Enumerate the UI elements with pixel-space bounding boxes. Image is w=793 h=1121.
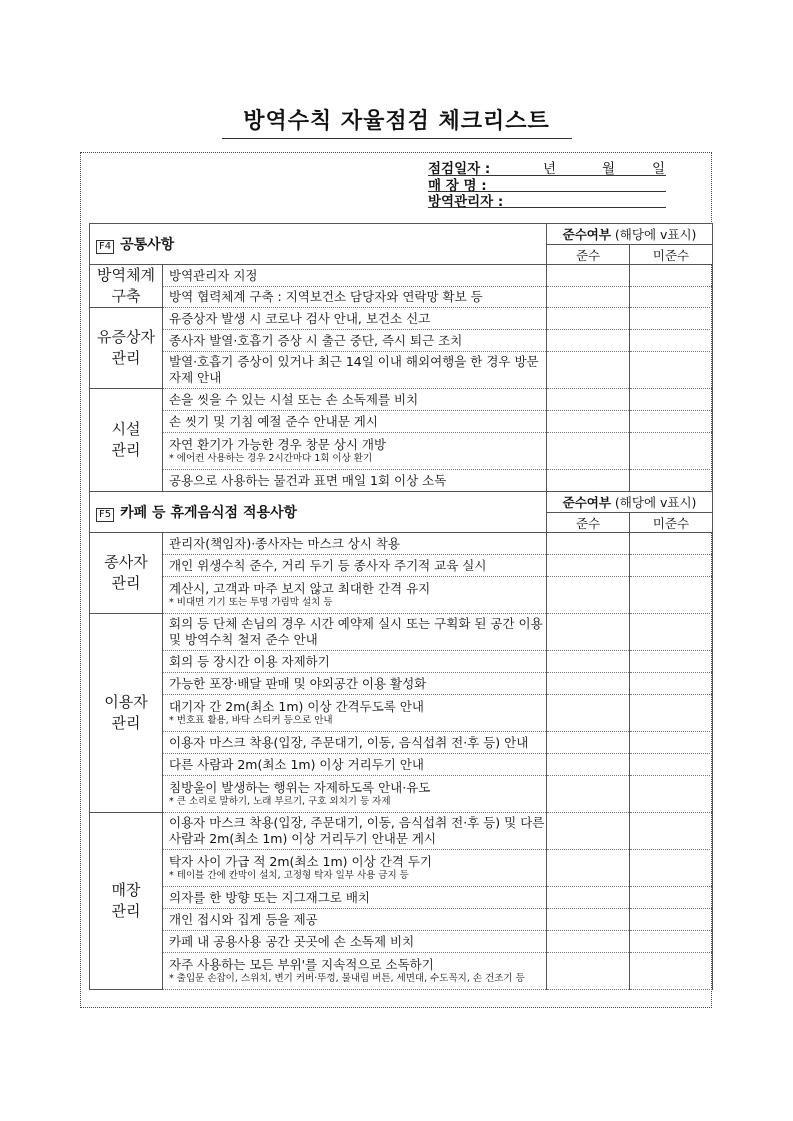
comply-checkbox-cell[interactable] <box>547 389 630 411</box>
noncomply-checkbox-cell[interactable] <box>630 433 713 470</box>
table-row <box>90 308 713 330</box>
item-text: 개인 위생수칙 준수, 거리 두기 등 종사자 주기적 교육 실시 <box>169 557 487 573</box>
category-label: 유증상자 <box>97 328 155 346</box>
section-number: F5 <box>96 508 114 522</box>
section-title-cell <box>90 224 547 265</box>
item-text: 탁자 사이 가급 적 2m(최소 1m) 이상 간격 두기 <box>169 854 432 869</box>
item-note: * 출입문 손잡이, 스위치, 변기 커버·뚜껑, 물내림 버튼, 세면대, 수도꼭지, 손 건조기 등 <box>169 973 525 984</box>
item-text: 카페 내 공용사용 공간 곳곳에 손 소독제 비치 <box>169 933 415 949</box>
date-year: 년 <box>543 161 557 177</box>
table-row <box>90 931 713 953</box>
item-text: 회의 등 단체 손님의 경우 시간 예약제 실시 또는 구획화 된 공간 이용 및 방역수칙 철저 준수 안내 <box>169 616 543 647</box>
table-row <box>90 695 713 732</box>
item-text: 이용자 마스크 착용(입장, 주문대기, 이동, 음식섭취 전·후 등) 및 다른 사람과 2m(최소 1m) 이상 거리두기 안내문 게시 <box>169 815 545 846</box>
comply-checkbox-cell[interactable] <box>547 776 630 813</box>
comply-checkbox-cell[interactable] <box>547 673 630 695</box>
noncomply-checkbox-cell[interactable] <box>630 776 713 813</box>
compliance-header <box>547 492 713 513</box>
section-header-row <box>90 492 713 513</box>
checklist-item <box>163 813 547 850</box>
table-row <box>90 411 713 433</box>
compliance-label: 준수여부 <box>562 495 611 510</box>
category-label: 방역체계 <box>97 266 155 284</box>
table-row <box>90 555 713 577</box>
date-day: 일 <box>652 161 666 177</box>
noncomply-checkbox-cell[interactable] <box>630 695 713 732</box>
item-text: 자주 사용하는 모든 부위'를 지속적으로 소독하기 <box>169 957 434 972</box>
noncomply-checkbox-cell[interactable] <box>630 308 713 330</box>
noncomply-checkbox-cell[interactable] <box>630 533 713 555</box>
item-text: 발열·호흡기 증상이 있거나 최근 14일 이내 해외여행을 한 경우 방문 자제 안내 <box>169 354 539 385</box>
noncomply-checkbox-cell[interactable] <box>630 887 713 909</box>
category-label: 시설 <box>111 420 141 438</box>
noncomply-checkbox-cell[interactable] <box>630 389 713 411</box>
noncomply-checkbox-cell[interactable] <box>630 614 713 651</box>
table-row <box>90 330 713 352</box>
noncomply-checkbox-cell[interactable] <box>630 850 713 887</box>
noncomply-checkbox-cell[interactable] <box>630 411 713 433</box>
table-row <box>90 577 713 614</box>
checklist-item <box>163 732 547 754</box>
item-text: 대기자 간 2m(최소 1m) 이상 간격두도록 안내 <box>169 699 424 714</box>
noncomply-checkbox-cell[interactable] <box>630 754 713 776</box>
comply-checkbox-cell[interactable] <box>547 411 630 433</box>
checklist-item <box>163 673 547 695</box>
item-text: 방역관리자 지정 <box>169 267 258 283</box>
item-text: 계산시, 고객과 마주 보지 않고 최대한 간격 유지 <box>169 581 431 596</box>
category-cell <box>90 533 163 614</box>
category-label: 종사자 <box>104 553 148 571</box>
comply-checkbox-cell[interactable] <box>547 651 630 673</box>
category-label: 관리 <box>111 441 141 459</box>
checklist-item <box>163 953 547 990</box>
item-text: 개인 접시와 집게 등을 제공 <box>169 911 318 927</box>
noncomply-checkbox-cell[interactable] <box>630 265 713 287</box>
checklist-item <box>163 754 547 776</box>
checklist-item <box>163 887 547 909</box>
table-row <box>90 533 713 555</box>
comply-checkbox-cell[interactable] <box>547 732 630 754</box>
table-row <box>90 673 713 695</box>
comply-checkbox-cell[interactable] <box>547 577 630 614</box>
date-label: 점검일자 : <box>428 161 491 177</box>
table-row <box>90 776 713 813</box>
compliance-note: (해당에 v표시) <box>610 227 697 242</box>
category-label: 관리 <box>111 349 141 367</box>
noncomply-checkbox-cell[interactable] <box>630 673 713 695</box>
noncomply-checkbox-cell[interactable] <box>630 470 713 492</box>
comply-checkbox-cell[interactable] <box>547 953 630 990</box>
checklist-item <box>163 308 547 330</box>
checklist-item <box>163 651 547 673</box>
category-label: 관리 <box>111 902 141 920</box>
noncomply-checkbox-cell[interactable] <box>630 352 713 389</box>
table-row <box>90 433 713 470</box>
table-row <box>90 265 713 287</box>
checklist-item <box>163 850 547 887</box>
table-row <box>90 651 713 673</box>
category-cell <box>90 308 163 389</box>
noncomply-checkbox-cell[interactable] <box>630 813 713 850</box>
checklist-item <box>163 555 547 577</box>
store-label: 매 장 명 : <box>428 178 487 194</box>
item-note: * 비대면 기기 또는 투명 가림막 설치 등 <box>169 597 333 608</box>
noncomply-checkbox-cell[interactable] <box>630 931 713 953</box>
comply-checkbox-cell[interactable] <box>547 813 630 850</box>
comply-checkbox-cell[interactable] <box>547 555 630 577</box>
noncomply-checkbox-cell[interactable] <box>630 651 713 673</box>
checklist-item <box>163 352 547 389</box>
section-title-cell <box>90 492 547 533</box>
comply-checkbox-cell[interactable] <box>547 433 630 470</box>
table-row <box>90 953 713 990</box>
category-label: 매장 <box>111 881 141 899</box>
item-note: * 큰 소리로 말하기, 노래 부르기, 구호 외치기 등 자제 <box>169 796 391 807</box>
comply-checkbox-cell[interactable] <box>547 909 630 931</box>
table-row <box>90 887 713 909</box>
item-text: 종사자 발열·호흡기 증상 시 출근 중단, 즉시 퇴근 조치 <box>169 332 463 348</box>
comply-checkbox-cell[interactable] <box>547 287 630 308</box>
item-text: 회의 등 장시간 이용 자제하기 <box>169 653 330 669</box>
item-text: 관리자(책임자)·종사자는 마스크 상시 착용 <box>169 535 400 551</box>
noncomply-checkbox-cell[interactable] <box>630 555 713 577</box>
item-text: 유증상자 발생 시 코로나 검사 안내, 보건소 신고 <box>169 310 431 326</box>
table-row <box>90 389 713 411</box>
noncomply-checkbox-cell[interactable] <box>630 953 713 990</box>
date-month: 월 <box>602 161 616 177</box>
item-note: * 테이블 간에 칸막이 설치, 고정형 탁자 일부 사용 금지 등 <box>169 870 409 881</box>
section-number: F4 <box>96 240 114 254</box>
noncomply-checkbox-cell[interactable] <box>630 330 713 352</box>
category-cell <box>90 813 163 990</box>
item-text: 공용으로 사용하는 물건과 표면 매일 1회 이상 소독 <box>169 472 447 488</box>
comply-checkbox-cell[interactable] <box>547 533 630 555</box>
category-label: 구축 <box>111 287 141 305</box>
comply-checkbox-cell[interactable] <box>547 850 630 887</box>
title-underline <box>222 138 572 139</box>
comply-checkbox-cell[interactable] <box>547 470 630 492</box>
comply-checkbox-cell[interactable] <box>547 352 630 389</box>
item-text: 방역 협력체계 구축 : 지역보건소 담당자와 연락망 확보 등 <box>169 289 483 304</box>
section-title: 카페 등 휴게음식점 적용사항 <box>120 505 298 521</box>
category-cell <box>90 389 163 492</box>
table-row <box>90 614 713 651</box>
item-text: 가능한 포장·배달 판매 및 야외공간 이용 활성화 <box>169 675 427 691</box>
compliance-label: 준수여부 <box>562 227 611 242</box>
comply-checkbox-cell[interactable] <box>547 265 630 287</box>
noncomply-checkbox-cell[interactable] <box>630 732 713 754</box>
table-row <box>90 754 713 776</box>
comply-column-header: 준수 <box>547 513 630 533</box>
checklist-table <box>89 223 713 990</box>
noncomply-column-header: 미준수 <box>630 513 713 533</box>
page-title: 방역수칙 자율점검 체크리스트 <box>243 109 550 134</box>
comply-checkbox-cell[interactable] <box>547 695 630 732</box>
manager-field-line[interactable] <box>428 207 666 208</box>
checklist-item <box>163 470 547 492</box>
noncomply-column-header: 미준수 <box>630 245 713 265</box>
category-label: 관리 <box>111 574 141 592</box>
category-cell <box>90 614 163 813</box>
table-row <box>90 850 713 887</box>
comply-column-header: 준수 <box>547 245 630 265</box>
table-row <box>90 470 713 492</box>
table-row <box>90 909 713 931</box>
checklist-item <box>163 433 547 470</box>
comply-checkbox-cell[interactable] <box>547 754 630 776</box>
comply-checkbox-cell[interactable] <box>547 330 630 352</box>
section-header-row <box>90 224 713 245</box>
noncomply-checkbox-cell[interactable] <box>630 287 713 308</box>
item-text: 자연 환기가 가능한 경우 창문 상시 개방 <box>169 437 387 452</box>
item-text: 의자를 한 방향 또는 지그재그로 배치 <box>169 889 370 905</box>
category-label: 이용자 <box>104 693 148 711</box>
comply-checkbox-cell[interactable] <box>547 887 630 909</box>
item-text: 손을 씻을 수 있는 시설 또는 손 소독제를 비치 <box>169 391 419 407</box>
item-text: 다른 사람과 2m(최소 1m) 이상 거리두기 안내 <box>169 756 424 772</box>
checklist-item <box>163 931 547 953</box>
checklist-item <box>163 265 547 287</box>
checklist-item <box>163 330 547 352</box>
compliance-note: (해당에 v표시) <box>610 495 697 510</box>
noncomply-checkbox-cell[interactable] <box>630 577 713 614</box>
table-row <box>90 732 713 754</box>
compliance-header <box>547 224 713 245</box>
checklist-item <box>163 411 547 433</box>
checklist-item <box>163 533 547 555</box>
category-label: 관리 <box>111 714 141 732</box>
item-text: 손 씻기 및 기침 예절 준수 안내문 게시 <box>169 413 378 429</box>
noncomply-checkbox-cell[interactable] <box>630 909 713 931</box>
comply-checkbox-cell[interactable] <box>547 308 630 330</box>
manager-label: 방역관리자 : <box>428 194 504 210</box>
item-text: 이용자 마스크 착용(입장, 주문대기, 이동, 음식섭취 전·후 등) 안내 <box>169 734 529 750</box>
table-row <box>90 287 713 308</box>
item-text: 침방울이 발생하는 행위는 자제하도록 안내·유도 <box>169 780 431 795</box>
checklist-item <box>163 776 547 813</box>
table-row <box>90 813 713 850</box>
table-row <box>90 352 713 389</box>
comply-checkbox-cell[interactable] <box>547 614 630 651</box>
checklist-item <box>163 577 547 614</box>
item-note: * 번호표 활용, 바닥 스티커 등으로 안내 <box>169 715 333 726</box>
comply-checkbox-cell[interactable] <box>547 931 630 953</box>
checklist-item <box>163 695 547 732</box>
checklist-item <box>163 389 547 411</box>
checklist-item <box>163 909 547 931</box>
section-title: 공통사항 <box>120 237 175 253</box>
category-cell <box>90 265 163 308</box>
checklist-item <box>163 614 547 651</box>
checklist-item <box>163 287 547 308</box>
item-note: * 에어컨 사용하는 경우 2시간마다 1회 이상 환기 <box>169 453 373 464</box>
